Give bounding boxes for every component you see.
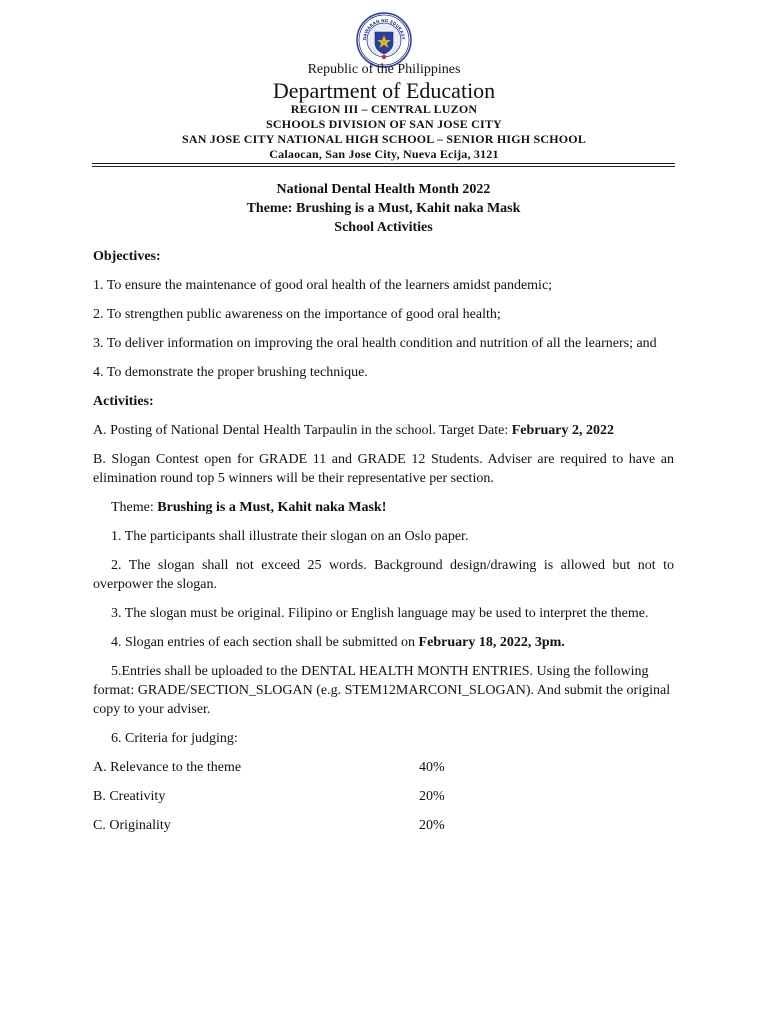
slogan-theme bbox=[93, 498, 674, 517]
rule-6: 6. Criteria for judging: bbox=[111, 731, 238, 746]
activity-a-text: A. Posting of National Dental Health Tarpaulin in the school. Target Date: bbox=[93, 423, 512, 438]
document-theme: Theme: Brushing is a Must, Kahit naka Mask bbox=[246, 201, 521, 216]
rule-4 bbox=[93, 633, 674, 652]
svg-text:KAGAWARAN NG EDUKASYON: GAWARAN NG EDUKASY bbox=[361, 17, 407, 41]
header-divider-bottom bbox=[92, 166, 675, 167]
header-department: Department of Education bbox=[272, 78, 496, 103]
header-republic: Republic of the Philippines bbox=[307, 62, 461, 77]
criteria-weight: 20% bbox=[419, 818, 445, 833]
rule-1: 1. The participants shall illustrate their slogan on an Oslo paper. bbox=[111, 529, 469, 544]
criteria-weight: 40% bbox=[419, 760, 445, 775]
objectives-heading: Objectives: bbox=[93, 249, 161, 264]
document-subtitle: School Activities bbox=[334, 220, 433, 235]
header-region: REGION III – CENTRAL LUZON bbox=[290, 102, 478, 116]
rule-4-text: 4. Slogan entries of each section shall be submitted on bbox=[111, 635, 419, 650]
header-divider-top bbox=[92, 163, 675, 164]
rule-4-deadline: February 18, 2022, 3pm. bbox=[418, 635, 565, 650]
objective-2: 2. To strengthen public awareness on the importance of good oral health; bbox=[93, 307, 501, 322]
header-division: SCHOOLS DIVISION OF SAN JOSE CITY bbox=[266, 117, 502, 131]
criteria-row bbox=[93, 758, 674, 777]
criteria-weight: 20% bbox=[419, 789, 445, 804]
deped-seal-logo bbox=[356, 12, 412, 68]
criteria-label: A. Relevance to the theme bbox=[93, 760, 242, 775]
rule-2: 2. The slogan shall not exceed 25 words. Background design/drawing is allowed but not to overpower the slogan. bbox=[93, 558, 674, 592]
objective-3: 3. To deliver information on improving the oral health condition and nutrition of all the learners; and bbox=[93, 336, 657, 351]
header-address: Calaocan, San Jose City, Nueva Ecija, 3121 bbox=[269, 147, 499, 161]
slogan-theme-value: Brushing is a Must, Kahit naka Mask! bbox=[157, 500, 387, 515]
criteria-row bbox=[93, 816, 674, 835]
criteria-label: B. Creativity bbox=[93, 789, 166, 804]
activity-a bbox=[93, 421, 674, 440]
activities-heading: Activities: bbox=[93, 394, 154, 409]
criteria-label: C. Originality bbox=[93, 818, 171, 833]
activity-a-date: February 2, 2022 bbox=[511, 423, 614, 438]
objective-1: 1. To ensure the maintenance of good oral health of the learners amidst pandemic; bbox=[93, 278, 553, 293]
document-body bbox=[93, 180, 674, 835]
objective-4: 4. To demonstrate the proper brushing technique. bbox=[93, 365, 368, 380]
document-title: National Dental Health Month 2022 bbox=[276, 182, 491, 197]
rule-3: 3. The slogan must be original. Filipino or English language may be used to interpret the theme. bbox=[111, 606, 649, 621]
slogan-theme-label: Theme: bbox=[111, 500, 158, 515]
activity-b: B. Slogan Contest open for GRADE 11 and GRADE 12 Students. Adviser are required to have an elimination round top 5 winners will be their representative per section. bbox=[93, 452, 674, 486]
rule-5: 5.Entries shall be uploaded to the DENTAL HEALTH MONTH ENTRIES. Using the following format: GRADE/SECTION_SLOGAN (e.g. STEM12MARCONI_SLOGAN). And submit the original copy to your adviser. bbox=[93, 664, 671, 717]
header-school: SAN JOSE CITY NATIONAL HIGH SCHOOL – SENIOR HIGH SCHOOL bbox=[181, 132, 587, 146]
criteria-row bbox=[93, 787, 674, 806]
